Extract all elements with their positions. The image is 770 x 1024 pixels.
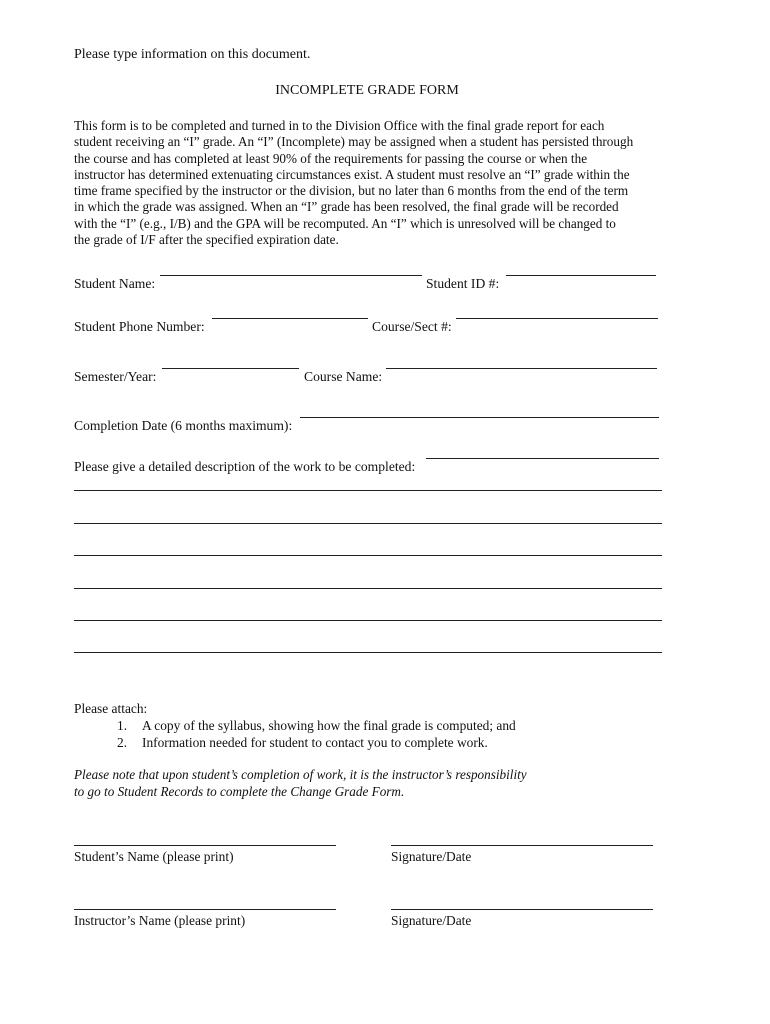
attach-list bbox=[117, 717, 516, 751]
paragraph-line: in which the grade was assigned. When an “I” grade has been resolved, the final grade will be recorded bbox=[74, 199, 619, 215]
paragraph-line: the course and has completed at least 90% of the requirements for passing the course or when the bbox=[74, 150, 588, 166]
list-item bbox=[117, 734, 516, 751]
form-title: INCOMPLETE GRADE FORM bbox=[275, 83, 459, 98]
attach-heading: Please attach: bbox=[74, 701, 148, 716]
instructor-name-print-field[interactable] bbox=[74, 909, 336, 910]
list-item-number: 2. bbox=[117, 735, 128, 750]
student-name-print-label: Student’s Name (please print) bbox=[74, 849, 234, 864]
description-line[interactable] bbox=[74, 523, 662, 524]
paragraph-line: the grade of I/F after the specified expiration date. bbox=[74, 232, 339, 248]
description-line[interactable] bbox=[74, 620, 662, 621]
paragraph-line: student receiving an “I” grade. An “I” (Incomplete) may be assigned when a student has persisted through bbox=[74, 134, 634, 150]
student-name-print-field[interactable] bbox=[74, 845, 336, 846]
description-field[interactable] bbox=[426, 458, 659, 459]
student-phone-label: Student Phone Number: bbox=[74, 319, 205, 334]
paragraph-line: This form is to be completed and turned in to the Division Office with the final grade report for each bbox=[74, 118, 605, 133]
description-label: Please give a detailed description of the work to be completed: bbox=[74, 459, 416, 474]
semester-year-label: Semester/Year: bbox=[74, 369, 157, 384]
list-item-text: A copy of the syllabus, showing how the final grade is computed; and bbox=[142, 718, 516, 733]
student-phone-field[interactable] bbox=[212, 318, 368, 319]
student-signature-field[interactable] bbox=[391, 845, 653, 846]
student-id-label: Student ID #: bbox=[426, 276, 500, 291]
description-line[interactable] bbox=[74, 490, 662, 491]
form-description-paragraph bbox=[74, 118, 674, 248]
course-name-label: Course Name: bbox=[304, 369, 383, 384]
description-line[interactable] bbox=[74, 588, 662, 589]
paragraph-line: time frame specified by the instructor or the division, but no later than 6 months from the end of the term bbox=[74, 183, 629, 199]
student-name-label: Student Name: bbox=[74, 276, 156, 291]
list-item-text: Information needed for student to contact you to complete work. bbox=[142, 735, 488, 750]
course-sect-field[interactable] bbox=[456, 318, 658, 319]
list-item-number: 1. bbox=[117, 718, 128, 733]
completion-date-field[interactable] bbox=[300, 417, 659, 418]
note-line: Please note that upon student’s completion of work, it is the instructor’s responsibility bbox=[74, 767, 527, 782]
note-line: to go to Student Records to complete the Change Grade Form. bbox=[74, 784, 405, 799]
semester-year-field[interactable] bbox=[162, 368, 299, 369]
completion-date-label: Completion Date (6 months maximum): bbox=[74, 418, 293, 433]
description-line[interactable] bbox=[74, 555, 662, 556]
instructor-signature-label: Signature/Date bbox=[391, 913, 472, 928]
instructor-name-print-label: Instructor’s Name (please print) bbox=[74, 913, 246, 928]
course-sect-label: Course/Sect #: bbox=[372, 319, 452, 334]
form-instruction: Please type information on this document. bbox=[74, 47, 311, 62]
list-item bbox=[117, 717, 516, 734]
course-name-field[interactable] bbox=[386, 368, 657, 369]
instructor-signature-field[interactable] bbox=[391, 909, 653, 910]
description-line[interactable] bbox=[74, 652, 662, 653]
paragraph-line: instructor has determined extenuating circumstances exist. A student must resolve an “I” grade within the bbox=[74, 166, 630, 182]
paragraph-line: with the “I” (e.g., I/B) and the GPA will be recomputed. An “I” which is unresolved will be changed to bbox=[74, 215, 616, 231]
student-name-field[interactable] bbox=[160, 275, 422, 276]
student-id-field[interactable] bbox=[506, 275, 656, 276]
student-signature-label: Signature/Date bbox=[391, 849, 472, 864]
instructor-note bbox=[74, 766, 527, 800]
